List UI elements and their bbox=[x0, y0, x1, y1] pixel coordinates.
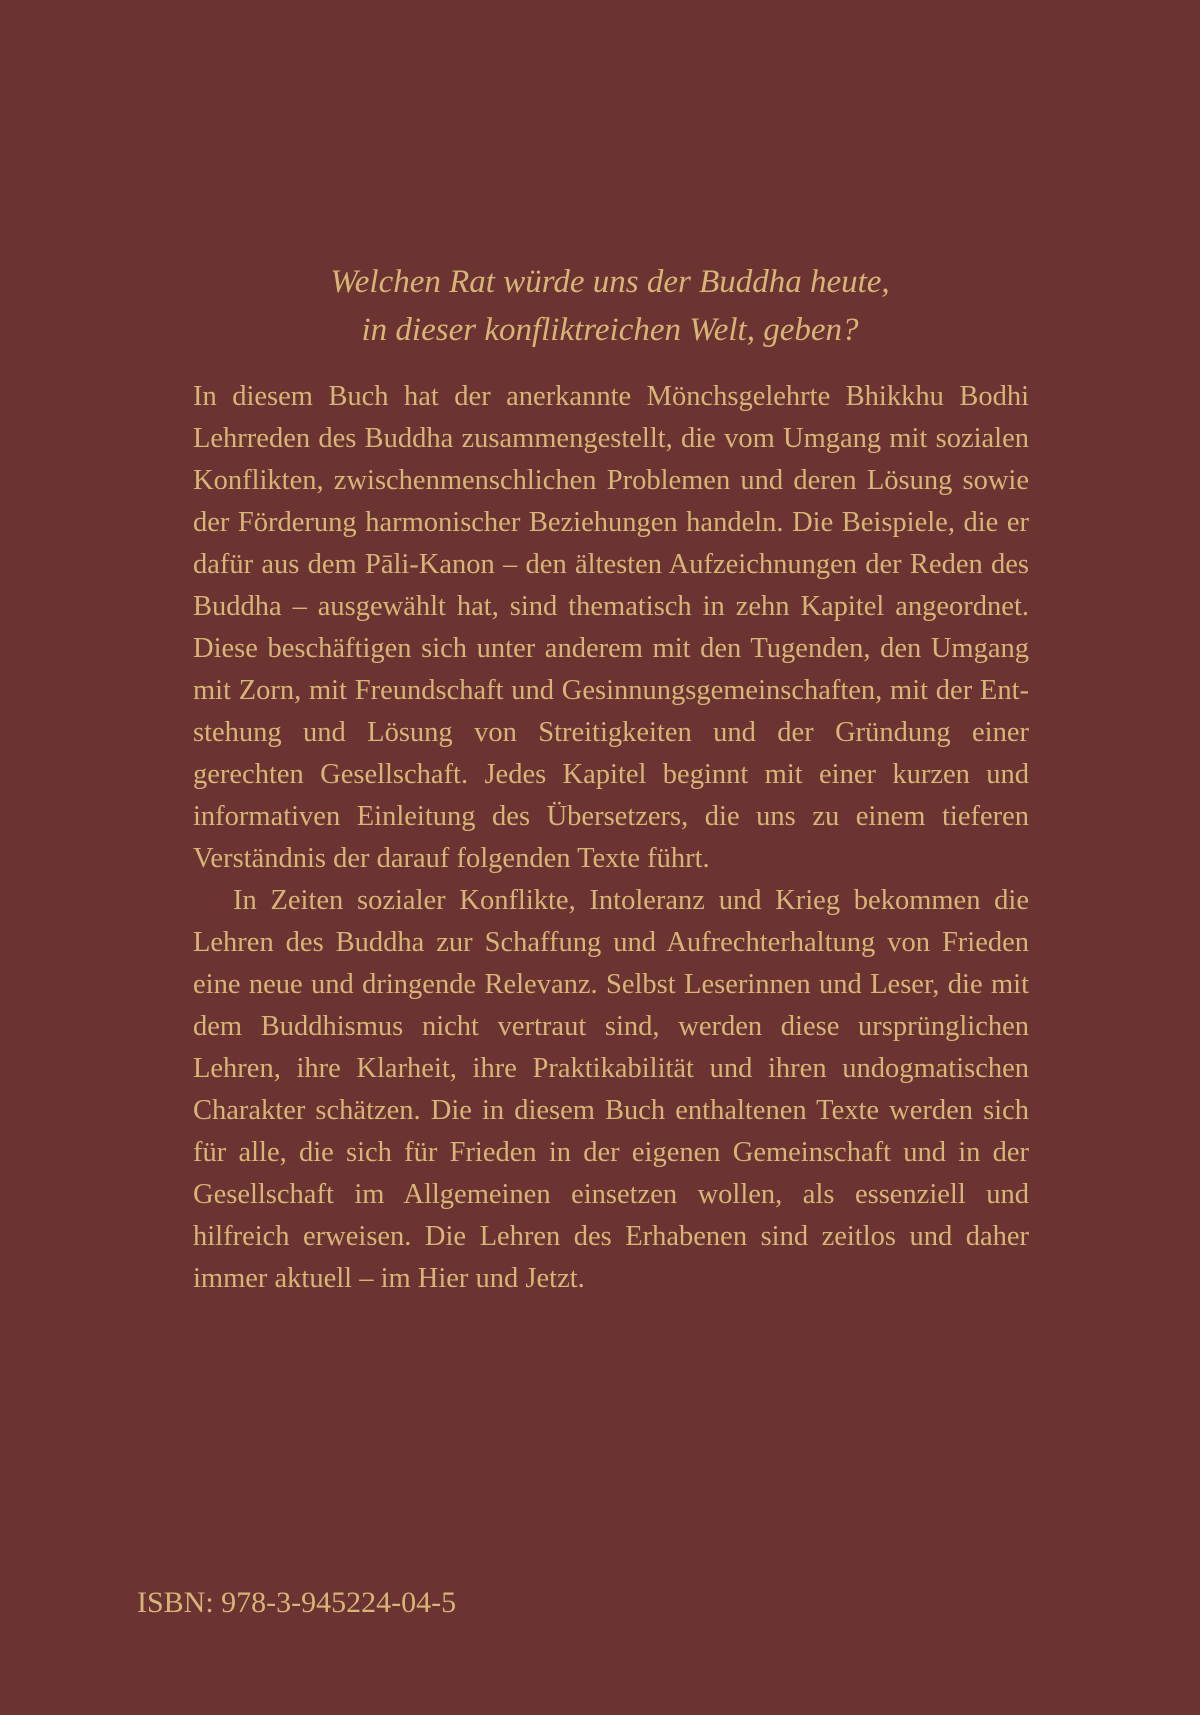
tagline-line-2: in dieser konfliktreichen Welt, geben? bbox=[361, 312, 859, 348]
isbn-label: ISBN: 978-3-945224-04-5 bbox=[137, 1586, 457, 1619]
blurb-paragraph-1: In diesem Buch hat der anerkannte Mönchsgelehrte Bhikkhu Bodhi Lehrreden des Buddha zusammengestellt, die vom Umgang mit sozialen Konflikten, zwischenmenschlichen Problemen und deren Lösung sowie der Förderung harmonischer Beziehungen handeln. Die Beispiele, die er dafür aus dem Pāli-Kanon – den ältesten Aufzeichnungen der Reden des Buddha – ausgewählt hat, sind thematisch in zehn Kapitel angeordnet. Diese beschäftigen sich unter anderem mit den Tugenden, den Umgang mit Zorn, mit Freundschaft und Gesinnungsgemeinschaften, mit der Entstehung und Lösung von Streitigkeiten und der Gründung einer gerechten Gesellschaft. Jedes Kapitel beginnt mit einer kurzen und informativen Einleitung des Übersetzers, die uns zu einem tieferen Verständnis der darauf folgenden Texte führt. bbox=[193, 381, 1029, 874]
tagline bbox=[190, 258, 1030, 354]
tagline-line-1: Welchen Rat würde uns der Buddha heute, bbox=[330, 264, 890, 300]
blurb-text bbox=[193, 376, 1029, 1300]
blurb-paragraph-2: In Zeiten sozialer Konflikte, Intoleranz und Krieg bekommen die Lehren des Buddha zur Schaffung und Aufrechterhaltung von Frieden eine neue und dringende Relevanz. Selbst Leserinnen und Leser, die mit dem Buddhismus nicht vertraut sind, werden diese ursprünglichen Lehren, ihre Klarheit, ihre Praktikabilität und ihren undogmatischen Charakter schätzen. Die in diesem Buch enthaltenen Texte werden sich für alle, die sich für Frieden in der eigenen Gemeinschaft und in der Gesellschaft im Allgemeinen einsetzen wollen, als essenziell und hilfreich erweisen. Die Lehren des Erhabenen sind zeitlos und daher immer aktuell – im Hier und Jetzt. bbox=[193, 885, 1029, 1294]
